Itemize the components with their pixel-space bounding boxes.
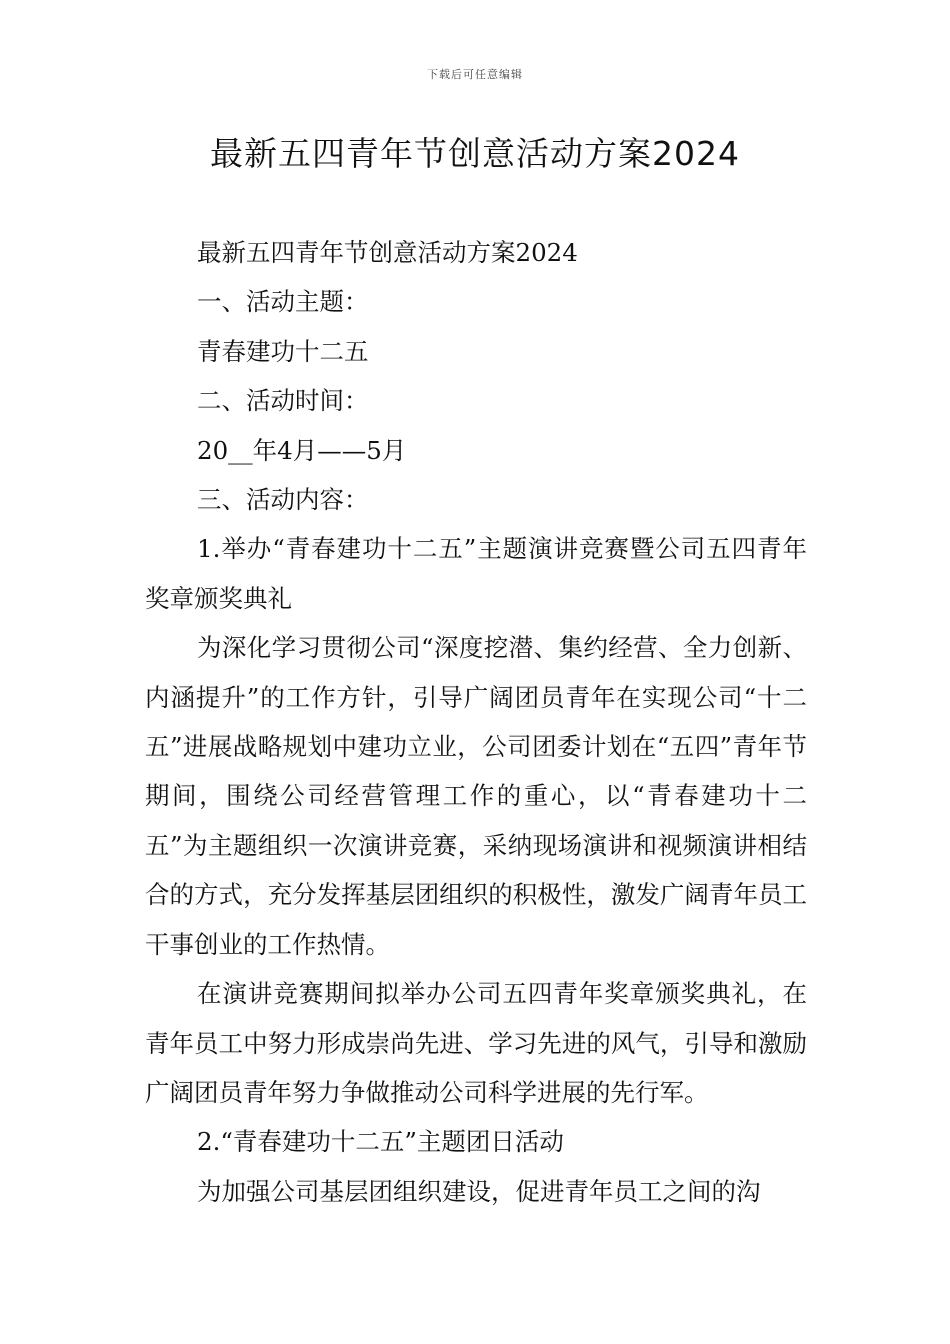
section-heading-content: 三、活动内容： bbox=[197, 485, 369, 515]
section-heading-theme: 一、活动主题： bbox=[197, 287, 369, 317]
paragraph-theme: 青春建功十二五 bbox=[197, 336, 369, 366]
paragraph-time: 20__年4月——5月 bbox=[197, 435, 407, 465]
document-body bbox=[145, 228, 807, 1216]
paragraph-item-1-ceremony: 在演讲竞赛期间拟举办公司五四青年奖章颁奖典礼，在青年员工中努力形成崇尚先进、学习先进的风气，引导和激励广阔团员青年努力争做推动公司科学进展的先行军。 bbox=[145, 979, 807, 1107]
paragraph-item-2: 2.“青春建功十二五”主题团日活动 bbox=[197, 1127, 564, 1157]
paragraph-item-2-detail: 为加强公司基层团组织建设，促进青年员工之间的沟 bbox=[197, 1176, 761, 1206]
paragraph-item-1: 1.举办“青春建功十二五”主题演讲竞赛暨公司五四青年奖章颁奖典礼 bbox=[145, 534, 807, 613]
header-note: 下载后可任意编辑 bbox=[427, 68, 523, 81]
paragraph-item-1-detail: 为深化学习贯彻公司“深度挖潜、集约经营、全力创新、内涵提升”的工作方针，引导广阔团员青年在实现公司“十二五”进展战略规划中建功立业，公司团委计划在“五四”青年节期间，围绕公司经营管理工作的重心，以“青春建功十二五”为主题组织一次演讲竞赛，采纳现场演讲和视频演讲相结合的方式，充分发挥基层团组织的积极性，激发广阔青年员工干事创业的工作热情。 bbox=[145, 633, 807, 959]
paragraph-subtitle: 最新五四青年节创意活动方案2024 bbox=[197, 238, 578, 267]
document-title: 最新五四青年节创意活动方案2024 bbox=[210, 134, 740, 173]
section-heading-time: 二、活动时间： bbox=[197, 386, 369, 416]
